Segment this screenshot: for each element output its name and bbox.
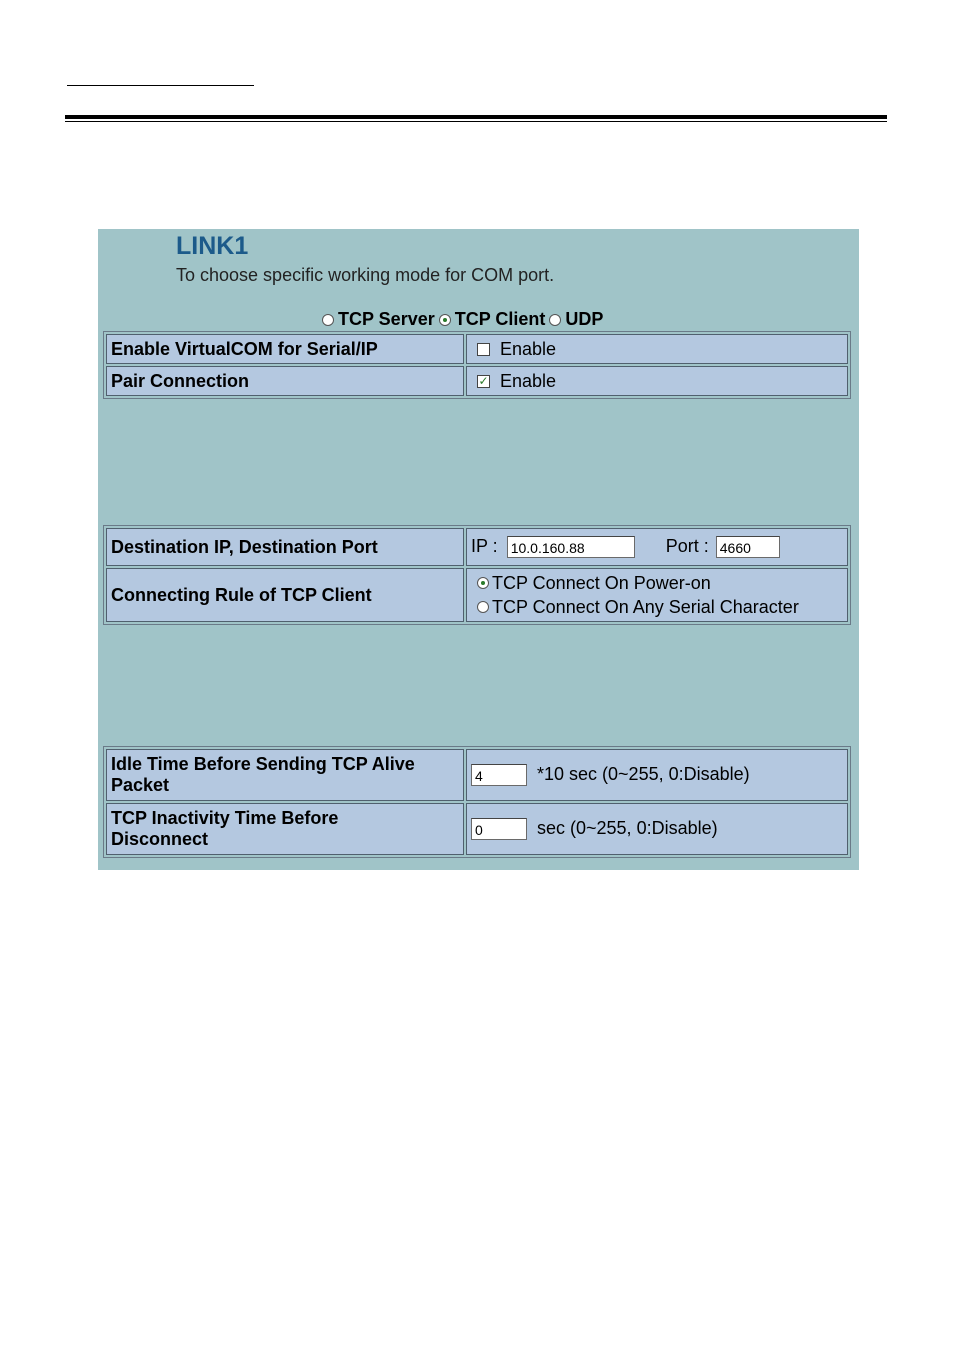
inactivity-unit: sec (0~255, 0:Disable) bbox=[537, 817, 718, 838]
ip-input[interactable]: 10.0.160.88 bbox=[507, 536, 635, 558]
radio-icon[interactable] bbox=[549, 314, 561, 326]
connect-rule-option-power-on[interactable]: TCP Connect On Power-on bbox=[471, 571, 843, 595]
inactivity-label: TCP Inactivity Time Before Disconnect bbox=[106, 803, 464, 855]
inactivity-input[interactable]: 0 bbox=[471, 818, 527, 840]
idle-time-unit: *10 sec (0~255, 0:Disable) bbox=[537, 763, 750, 784]
page-description: To choose specific working mode for COM port. bbox=[176, 265, 555, 285]
radio-icon[interactable] bbox=[322, 314, 334, 326]
idle-time-cell bbox=[466, 749, 848, 801]
destination-table bbox=[103, 525, 851, 625]
inactivity-cell bbox=[466, 803, 848, 855]
link-settings-panel bbox=[98, 229, 859, 870]
mode-option-udp[interactable]: UDP bbox=[549, 309, 603, 330]
header-underline bbox=[67, 85, 254, 86]
pair-connection-checkbox-label: Enable bbox=[500, 370, 557, 391]
table-row bbox=[106, 749, 848, 801]
virtualcom-checkbox-label: Enable bbox=[500, 338, 557, 359]
destination-label: Destination IP, Destination Port bbox=[106, 528, 464, 566]
idle-time-input[interactable]: 4 bbox=[471, 764, 527, 786]
virtualcom-checkbox[interactable] bbox=[477, 343, 490, 356]
header-rule-thick bbox=[65, 115, 887, 119]
connect-rule-option-serial-char[interactable]: TCP Connect On Any Serial Character bbox=[471, 595, 843, 619]
idle-time-label: Idle Time Before Sending TCP Alive Packet bbox=[106, 749, 464, 801]
destination-cell bbox=[466, 528, 848, 566]
header-rule-thin bbox=[65, 121, 887, 122]
table-row bbox=[106, 568, 848, 622]
mode-selector bbox=[322, 309, 607, 330]
pair-connection-label: Pair Connection bbox=[106, 366, 464, 396]
page-title: LINK1 bbox=[176, 232, 249, 260]
table-row bbox=[106, 366, 848, 396]
ip-label: IP : bbox=[471, 535, 498, 556]
connect-rule-cell bbox=[466, 568, 848, 622]
table-row bbox=[106, 528, 848, 566]
radio-icon[interactable] bbox=[477, 601, 489, 613]
port-input[interactable]: 4660 bbox=[716, 536, 780, 558]
mode-option-tcp-client[interactable]: TCP Client bbox=[439, 309, 546, 330]
radio-selected-icon[interactable] bbox=[439, 314, 451, 326]
connect-rule-label: Connecting Rule of TCP Client bbox=[106, 568, 464, 622]
virtualcom-table bbox=[103, 331, 851, 399]
table-row bbox=[106, 803, 848, 855]
virtualcom-cell bbox=[466, 334, 848, 364]
pair-connection-checkbox[interactable]: ✓ bbox=[478, 374, 489, 389]
port-label: Port : bbox=[665, 535, 709, 556]
table-row bbox=[106, 334, 848, 364]
pair-connection-cell bbox=[466, 366, 848, 396]
timing-table bbox=[103, 746, 851, 858]
radio-selected-icon[interactable] bbox=[477, 577, 489, 589]
mode-option-tcp-server[interactable]: TCP Server bbox=[322, 309, 435, 330]
virtualcom-label: Enable VirtualCOM for Serial/IP bbox=[106, 334, 464, 364]
